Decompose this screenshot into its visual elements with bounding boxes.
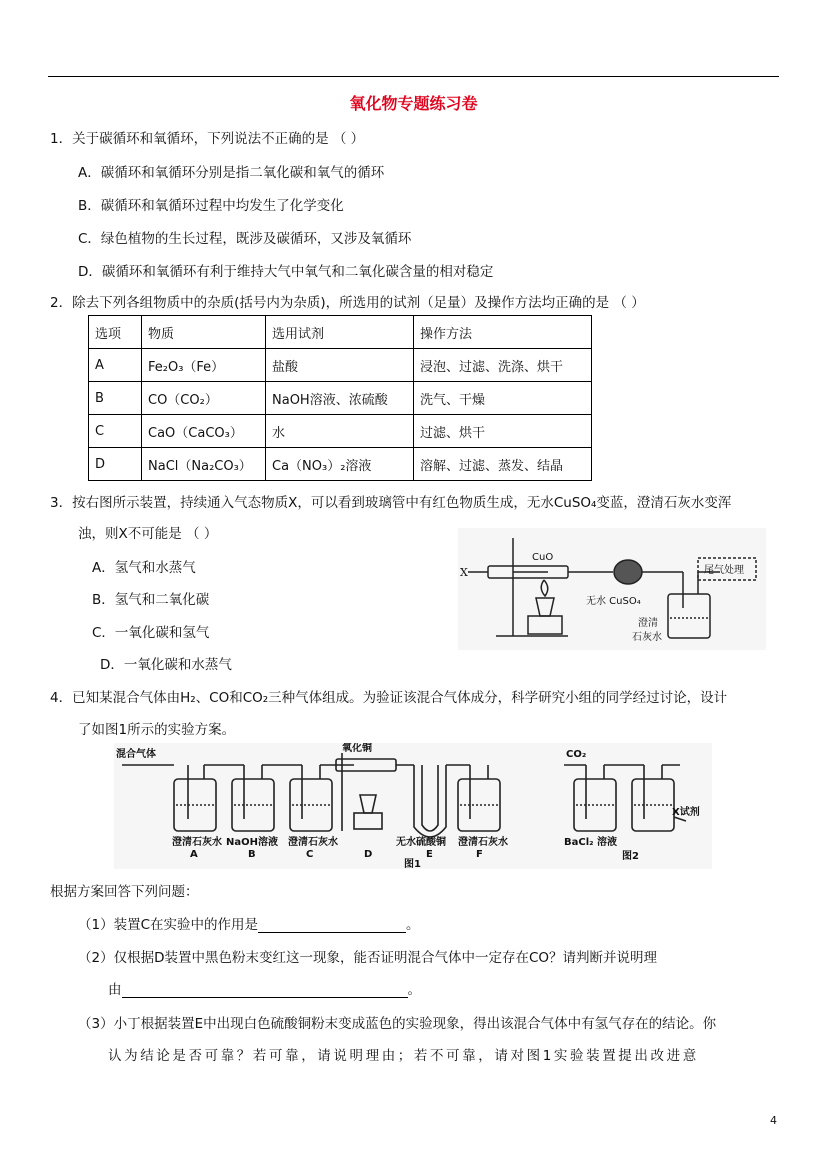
- q3-option-c: C．一氧化碳和氢气: [92, 625, 210, 641]
- figure-label: B: [248, 849, 256, 860]
- table-row: [89, 415, 592, 448]
- table-header: 选用试剂: [266, 316, 414, 349]
- figure-label: X试剂: [672, 807, 700, 818]
- q4-sub2-end: 。: [407, 982, 421, 998]
- table-header-row: [89, 316, 592, 349]
- q4-stem-line1: 4．已知某混合气体由H₂、CO和CO₂三种气体组成。为验证该混合气体成分，科学研究小组的同学经过讨论，设计: [50, 690, 728, 706]
- figure-label: X: [460, 566, 468, 579]
- q1-option-a: A．碳循环和氧循环分别是指二氧化碳和氧气的循环: [78, 165, 385, 181]
- q4-sub3-line2: 认为结论是否可靠？若可靠，请说明理由；若不可靠，请对图1实验装置提出改进意: [108, 1048, 699, 1064]
- figure-label: 无水硫酸铜: [396, 837, 446, 848]
- table-cell: C: [89, 415, 142, 448]
- table-cell: CO（CO₂）: [142, 382, 266, 415]
- figure-label: CuO: [532, 552, 554, 563]
- q2-stem: 2．除去下列各组物质中的杂质(括号内为杂质)，所选用的试剂（足量）及操作方法均正确的是 （ ）: [50, 295, 645, 311]
- figure-label: 澄清石灰水: [288, 837, 338, 848]
- figure-label: 尾气处理: [704, 565, 744, 576]
- figure-label: 图1: [404, 859, 421, 869]
- q1-option-c: C．绿色植物的生长过程，既涉及碳循环，又涉及氧循环: [78, 231, 412, 247]
- table-cell: 盐酸: [266, 349, 414, 382]
- table-cell: Ca（NO₃）₂溶液: [266, 448, 414, 481]
- q4-sub2-line2: [108, 978, 421, 998]
- table-cell: 过滤、烘干: [414, 415, 592, 448]
- table-header: 物质: [142, 316, 266, 349]
- figure-label: D: [364, 849, 373, 860]
- q4-sub1-text: （1）装置C在实验中的作用是: [78, 917, 259, 933]
- page-number: 4: [770, 1114, 777, 1127]
- figure-label: 澄清石灰水: [458, 837, 508, 848]
- q3-option-b: B．氢气和二氧化碳: [92, 592, 210, 608]
- figure-label: 澄清: [638, 618, 658, 629]
- figure-label: 无水 CuSO₄: [586, 596, 641, 607]
- figure-label: 澄清石灰水: [172, 837, 222, 848]
- figure-label: 氧化铜: [342, 743, 372, 754]
- table-cell: A: [89, 349, 142, 382]
- q3-stem-line2: 浊，则X不可能是 （ ）: [78, 526, 218, 542]
- q4-sub2-text: 由: [108, 982, 122, 998]
- q1-option-d: D．碳循环和氧循环有利于维持大气中氧气和二氧化碳含量的相对稳定: [78, 264, 494, 280]
- q3-stem-line1: 3．按右图所示装置，持续通入气态物质X，可以看到玻璃管中有红色物质生成，无水CuSO₄变蓝，澄清石灰水变浑: [50, 495, 732, 511]
- table-row: [89, 349, 592, 382]
- figure-label: CO₂: [566, 749, 587, 760]
- q3-option-d: D．一氧化碳和水蒸气: [100, 657, 232, 673]
- answer-blank-1[interactable]: [258, 918, 406, 933]
- figure-label: 混合气体: [116, 749, 156, 760]
- table-cell: Fe₂O₃（Fe）: [142, 349, 266, 382]
- figure-label: C: [306, 849, 314, 860]
- q4-apparatus-figure: [114, 743, 712, 869]
- table-cell: B: [89, 382, 142, 415]
- table-cell: 浸泡、过滤、洗涤、烘干: [414, 349, 592, 382]
- q1-stem: 1．关于碳循环和氧循环，下列说法不正确的是 （ ）: [50, 131, 365, 147]
- q4-stem-line2: 了如图1所示的实验方案。: [78, 722, 236, 738]
- figure-label: F: [476, 849, 483, 860]
- table-cell: 溶解、过滤、蒸发、结晶: [414, 448, 592, 481]
- q4-sub3-line1: （3）小丁根据装置E中出现白色硫酸铜粉末变成蓝色的实验现象，得出该混合气体中有氢气存在的结论。你: [78, 1016, 717, 1032]
- q3-option-a: A．氢气和水蒸气: [92, 560, 196, 576]
- figure-label: 图2: [622, 851, 639, 862]
- answer-blank-2[interactable]: [122, 983, 408, 998]
- q2-table: [88, 315, 592, 481]
- table-cell: 洗气、干燥: [414, 382, 592, 415]
- figure-label: 石灰水: [632, 632, 662, 643]
- figure-label: A: [190, 849, 198, 860]
- figure-label: BaCl₂ 溶液: [564, 837, 617, 848]
- table-cell: 水: [266, 415, 414, 448]
- table-row: [89, 448, 592, 481]
- table-cell: D: [89, 448, 142, 481]
- page-title: 氧化物专题练习卷: [349, 94, 478, 113]
- table-header: 操作方法: [414, 316, 592, 349]
- table-row: [89, 382, 592, 415]
- figure-label: NaOH溶液: [226, 837, 278, 848]
- q4-intro: 根据方案回答下列问题：: [50, 884, 199, 900]
- table-cell: NaOH溶液、浓硫酸: [266, 382, 414, 415]
- q4-sub2-line1: （2）仅根据D装置中黑色粉末变红这一现象，能否证明混合气体中一定存在CO？请判断并说明理: [78, 950, 658, 966]
- q4-sub1: [78, 913, 420, 933]
- table-cell: CaO（CaCO₃）: [142, 415, 266, 448]
- q1-option-b: B．碳循环和氧循环过程中均发生了化学变化: [78, 198, 344, 214]
- table-cell: NaCl（Na₂CO₃）: [142, 448, 266, 481]
- header-rule: [48, 76, 779, 77]
- q3-apparatus-figure: [458, 528, 766, 650]
- q4-sub1-end: 。: [406, 917, 420, 933]
- table-header: 选项: [89, 316, 142, 349]
- figure-label: E: [426, 849, 433, 860]
